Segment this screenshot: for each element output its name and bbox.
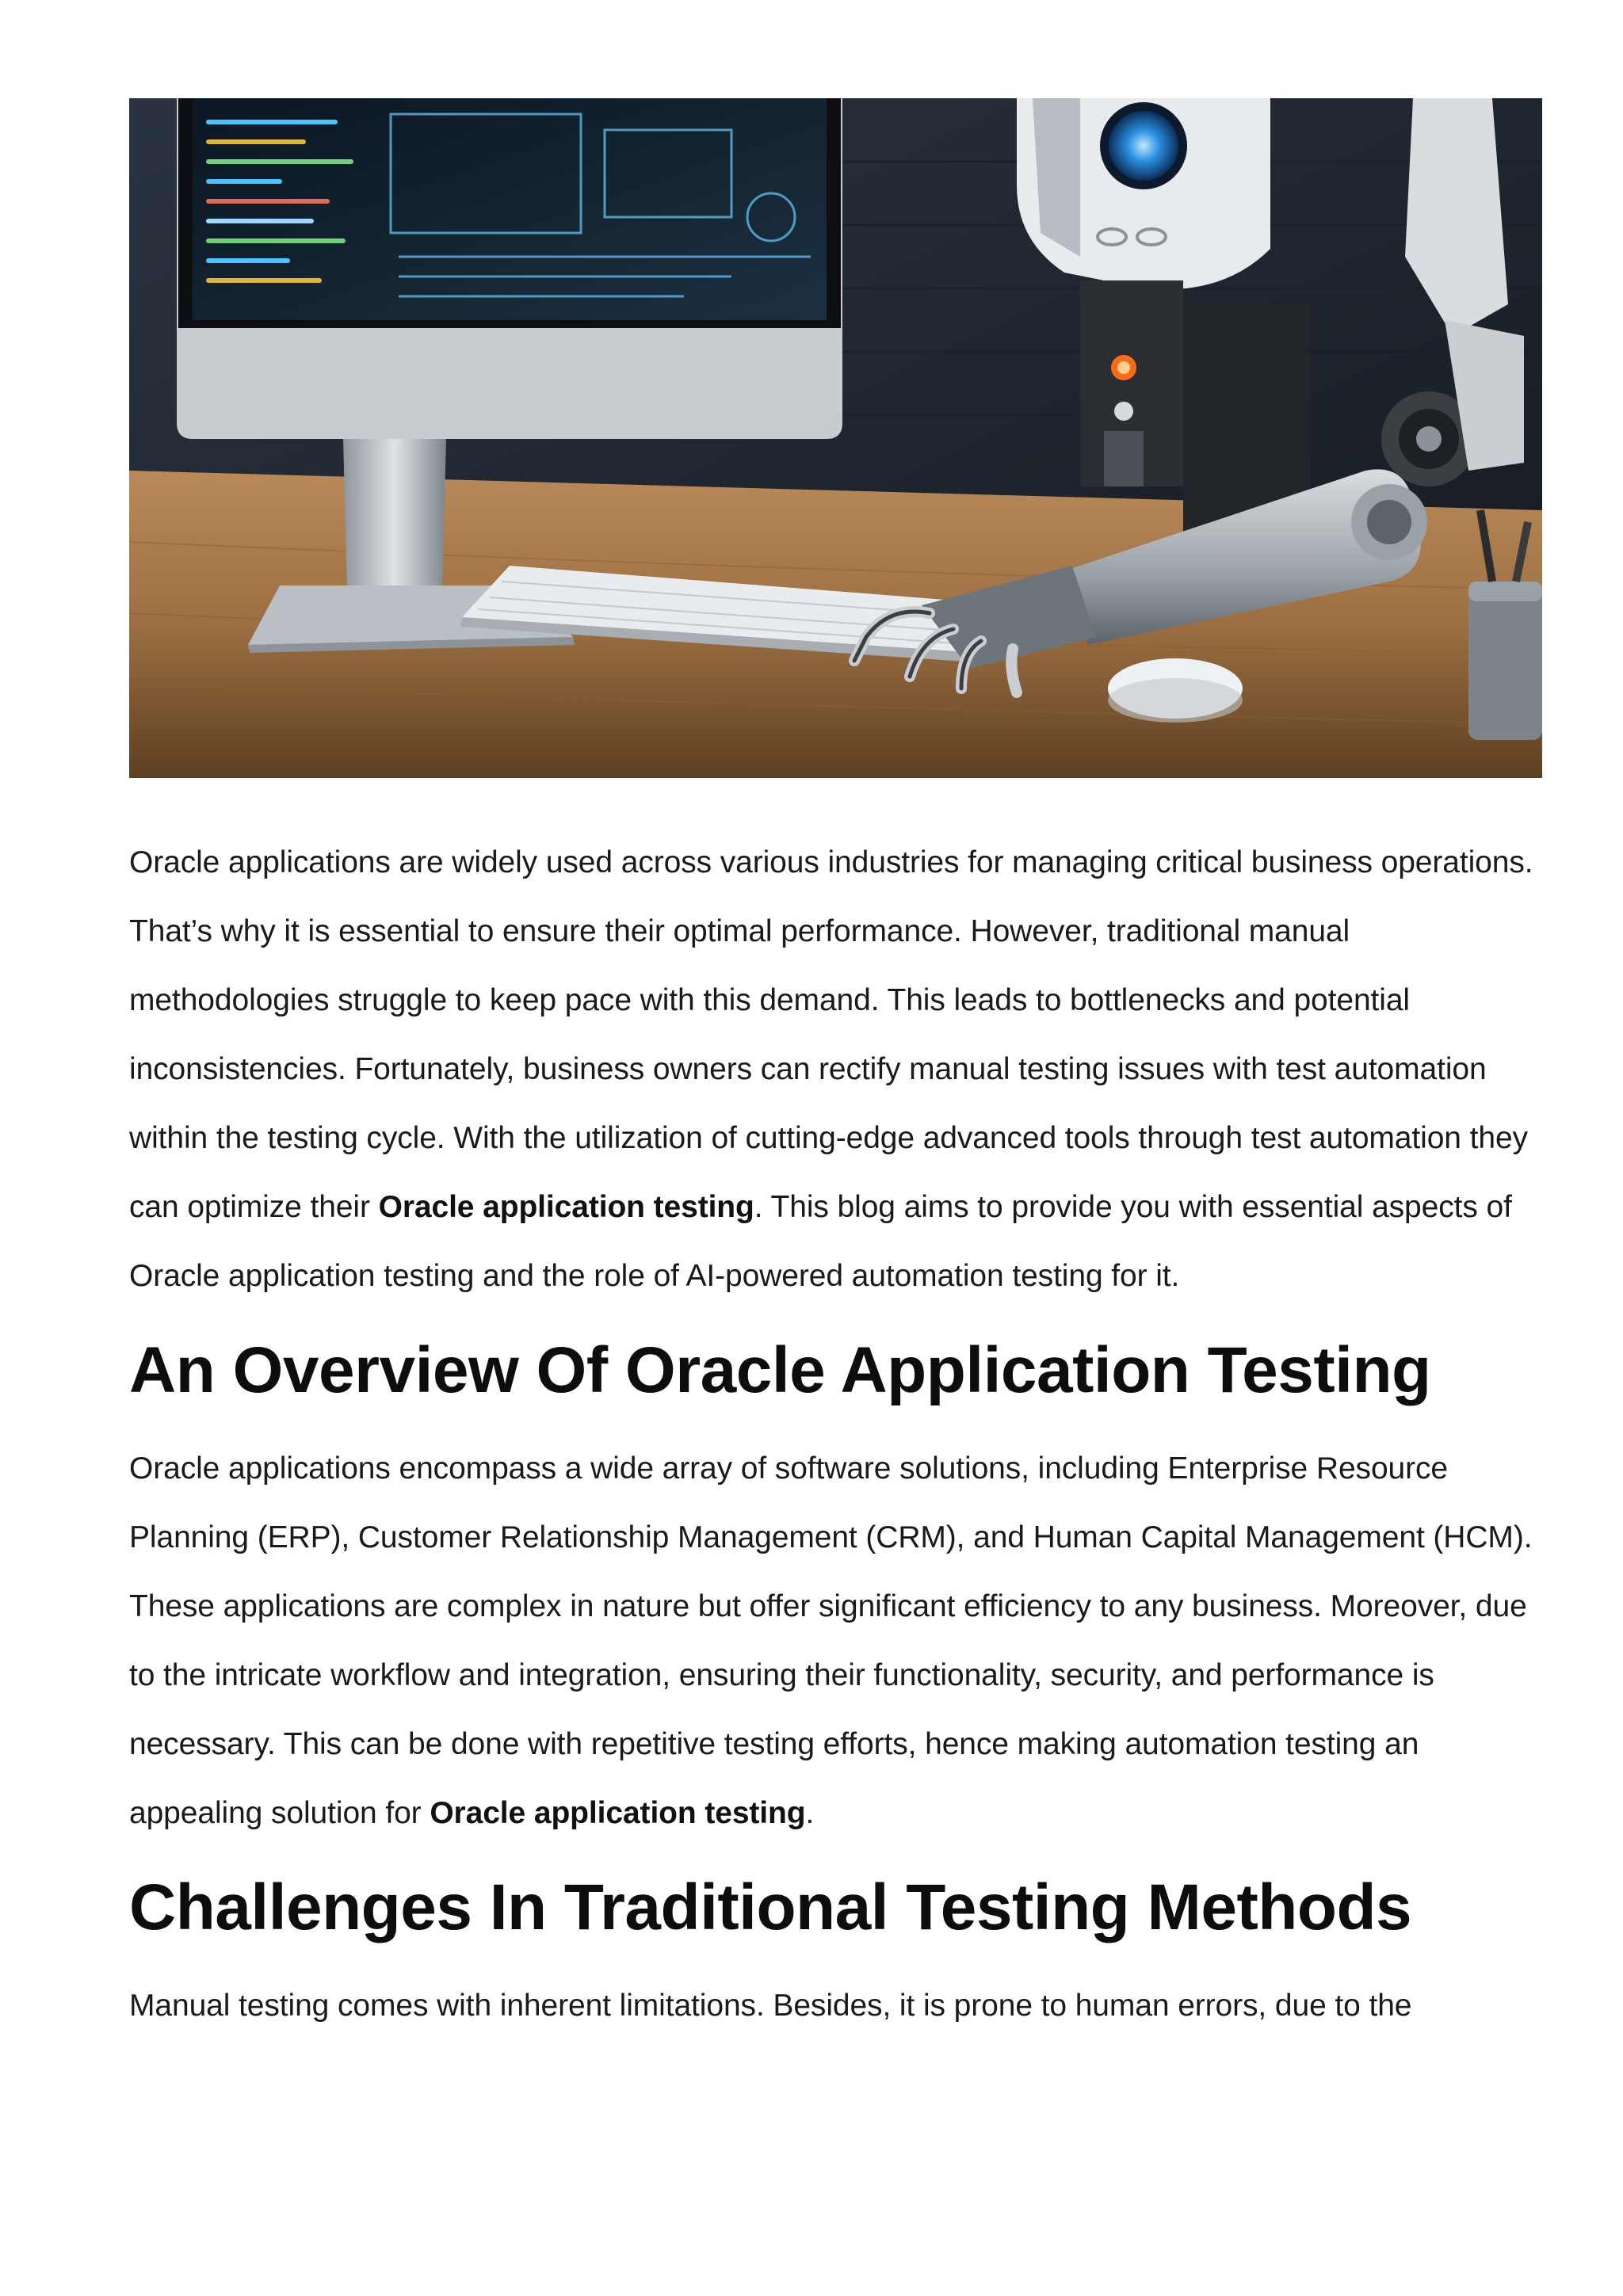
overview-bold-keyword: Oracle application testing bbox=[430, 1796, 806, 1830]
challenges-paragraph: Manual testing comes with inherent limitations. Besides, it is prone to human errors, due to the bbox=[129, 1989, 1412, 2023]
intro-paragraph bbox=[129, 828, 1542, 1310]
overview-heading: An Overview Of Oracle Application Testing bbox=[129, 1334, 1431, 1406]
intro-text-end: . This blog aims to provide you with essential aspects of Oracle application testing and the role of AI-powered automation testing for it. bbox=[129, 1190, 1512, 1293]
article bbox=[129, 98, 1542, 2040]
hero-image bbox=[129, 98, 1542, 778]
robot-typing-at-computer-image bbox=[129, 98, 1542, 778]
challenges-heading: Challenges In Traditional Testing Methods bbox=[129, 1871, 1412, 1943]
intro-text-start: Oracle applications are widely used across various industries for managing critical business operations. That’s why it is essential to ensure their optimal performance. However, traditional manual methodologies struggle to keep pace with this demand. This leads to bottlenecks and potential inconsistencies. Fortunately, business owners can rectify manual testing issues with test automation within the testing cycle. With the utilization of cutting-edge advanced tools through test automation they can optimize their bbox=[129, 845, 1533, 1224]
intro-bold-keyword: Oracle application testing bbox=[378, 1190, 754, 1224]
overview-text-end: . bbox=[805, 1796, 815, 1830]
overview-paragraph bbox=[129, 1434, 1542, 1848]
overview-text-start: Oracle applications encompass a wide array of software solutions, including Enterprise Resource Planning (ERP), Customer Relationship Management (CRM), and Human Capital Management (HCM). These applications are complex in nature but offer significant efficiency to any business. Moreover, due to the intricate workflow and integration, ensuring their functionality, security, and performance is necessary. This can be done with repetitive testing efforts, hence making automation testing an appealing solution for bbox=[129, 1451, 1533, 1830]
